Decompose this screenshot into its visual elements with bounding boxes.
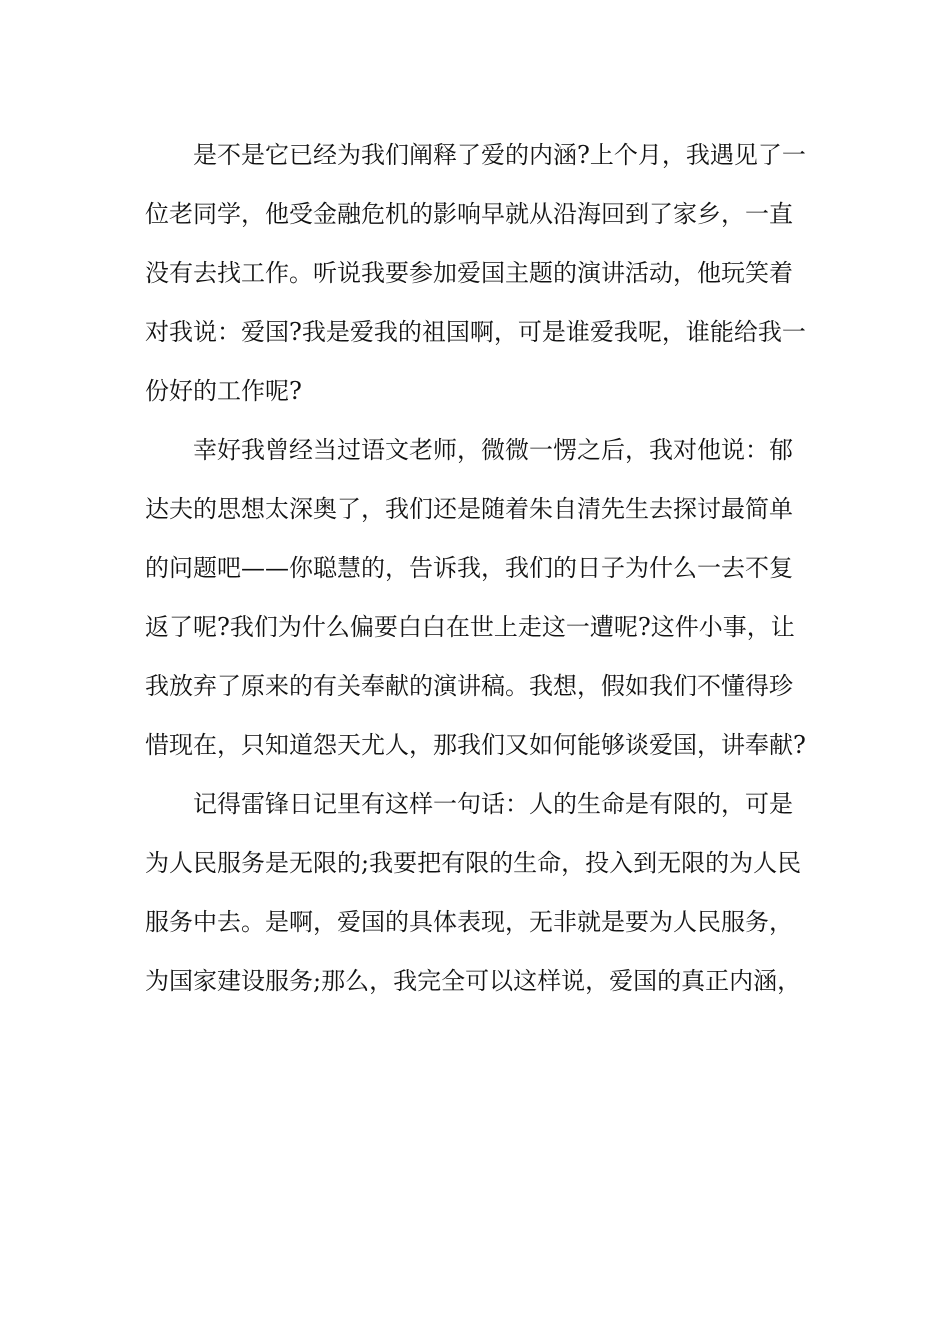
text-line: 达夫的思想太深奥了，我们还是随着朱自清先生去探讨最简单	[145, 495, 793, 523]
body-text	[145, 126, 807, 1011]
text-line: 服务中去。是啊，爱国的具体表现，无非就是要为人民服务，	[145, 908, 793, 936]
text-line: 份好的工作呢?	[145, 377, 302, 405]
text-line: 没有去找工作。听说我要参加爱国主题的演讲活动，他玩笑着	[145, 259, 793, 287]
text-line: 返了呢?我们为什么偏要白白在世上走这一遭呢?这件小事，让	[145, 613, 795, 641]
text-line: 位老同学，他受金融危机的影响早就从沿海回到了家乡，一直	[145, 200, 793, 228]
text-line: 对我说：爱国?我是爱我的祖国啊，可是谁爱我呢，谁能给我一	[145, 318, 806, 346]
text-line: 为人民服务是无限的;我要把有限的生命，投入到无限的为人民	[145, 849, 802, 877]
text-line: 幸好我曾经当过语文老师，微微一愣之后，我对他说：郁	[193, 436, 793, 464]
text-line: 记得雷锋日记里有这样一句话：人的生命是有限的，可是	[193, 790, 793, 818]
text-line: 惜现在，只知道怨天尤人，那我们又如何能够谈爱国，讲奉献?	[145, 731, 806, 759]
text-line: 是不是它已经为我们阐释了爱的内涵?上个月，我遇见了一	[193, 141, 806, 169]
text-line: 我放弃了原来的有关奉献的演讲稿。我想，假如我们不懂得珍	[145, 672, 793, 700]
text-line: 为国家建设服务;那么，我完全可以这样说，爱国的真正内涵，	[145, 967, 802, 995]
text-line: 的问题吧——你聪慧的，告诉我，我们的日子为什么一去不复	[145, 554, 793, 582]
